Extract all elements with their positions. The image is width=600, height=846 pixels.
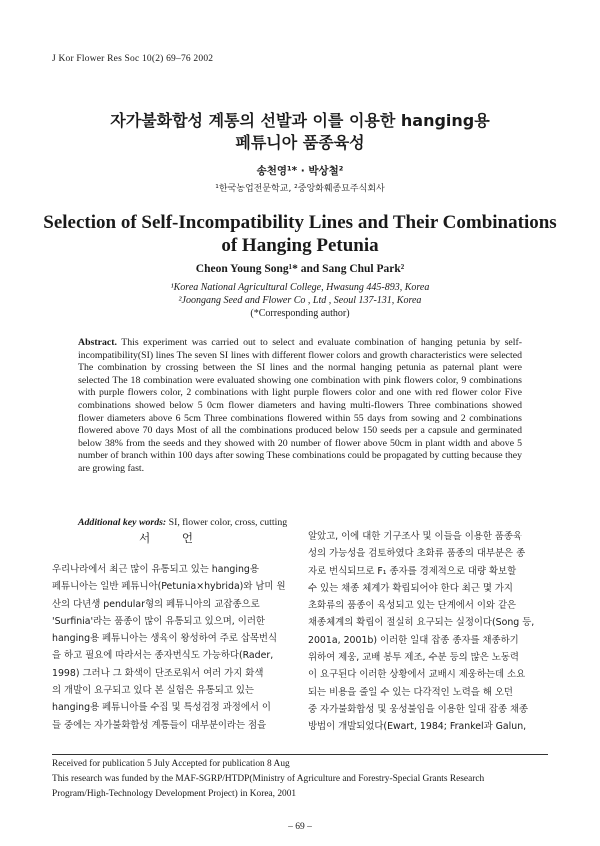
keywords-label: Additional key words: [78, 517, 167, 528]
body-line: 알았고, 이에 대한 기구조사 및 이들을 이용한 품종육 [308, 531, 523, 542]
body-line: 들 중에는 자가불화합성 계통들이 대부분이라는 점을 [52, 719, 267, 731]
right-column-body [308, 528, 548, 736]
body-line: 성의 가능성을 검토하였다 초화류 품종의 대부분은 종 [308, 548, 526, 560]
abstract-text: This experiment was carried out to select and evaluate combination of hanging petunia by self-incompatibility(SI) lines The seven SI lines with different flower colors and growth characteristics were selected The combination by crossing between the SI lines and the normal hanging petunia as paternal plant were selected The 18 combination were evaluated showing one combination with pink flowers color, 9 combinations with purple flowers color, 2 combinations with light purple flowers color and one with red flower color Five combinations showed below 5 0cm flower diameters and having multi-flowers Three combinations showed flower diameters above 6 5cm Three combinations flowered within 55 days from sowing and 2 combinations flowered above 70 days Most of all the combinations produced below 150 seeds per a capsule and germinated below 38% from the seeds and they showed with 20 number of flower above 50cm in plant width and above 5 number of branch within 100 days after sowing These combinations could be propagated by cutting because they are growing fast. [78, 337, 522, 474]
affiliation-1: ¹Korea National Agricultural College, Hwasung 445-893, Korea [170, 282, 430, 293]
abstract-label: Abstract. [78, 337, 117, 348]
corresponding-author-note: (*Corresponding author) [250, 308, 350, 319]
body-line: hanging용 페튜니아는 생육이 왕성하여 주로 삽목번식 [52, 633, 278, 645]
left-column-body [52, 561, 292, 734]
body-line: 채종체계의 확립이 절실히 요구되는 실정이다(Song 등, [308, 617, 535, 629]
body-line: 을 하고 필요에 따라서는 종자번식도 가능하다(Rader, [52, 650, 274, 662]
keywords [78, 517, 522, 528]
korean-authors: 송천영¹* · 박상철² [256, 165, 344, 177]
page-number: – 69 – [288, 822, 312, 832]
abstract [78, 337, 522, 476]
body-line: 'Surfinia'라는 품종이 많이 유통되고 있으며, 이러한 [52, 615, 265, 627]
body-line: 자로 번식되므로 F₁ 종자를 경제적으로 대량 확보할 [308, 565, 517, 577]
body-line: 의 개발이 요구되고 있다 본 실험은 유통되고 있는 [52, 685, 254, 697]
english-title-line-1: Selection of Self-Incompatibility Lines and Their Combinations [43, 212, 557, 233]
footnote-received: Received for publication 5 July Accepted for publication 8 Aug [52, 759, 290, 769]
body-line: 1998) 그러나 그 화색이 단조로워서 여러 가지 화색 [52, 667, 264, 679]
body-line: 우리나라에서 최근 많이 유통되고 있는 hanging용 [52, 564, 259, 575]
body-line: 2001a, 2001b) 이러한 일대 잡종 종자를 채종하기 [308, 634, 519, 646]
body-line: 페튜니아는 일반 페튜니아(Petunia×hybrida)와 남미 원 [52, 581, 286, 593]
affiliation-2: ²Joongang Seed and Flower Co , Ltd , Seoul 137-131, Korea [178, 295, 422, 306]
body-line: 수 있는 채종 체계가 확립되어야 한다 최근 몇 가지 [308, 582, 513, 594]
body-line: 산의 다년생 pendular형의 페튜니아의 교잡종으로 [52, 598, 260, 610]
english-authors: Cheon Young Song¹* and Sang Chul Park² [195, 263, 405, 275]
body-line: 방법이 개발되었다(Ewart, 1984; Frankel과 Galun, [308, 721, 527, 733]
footnote-divider [52, 754, 548, 755]
section-heading-introduction: 서 언 [139, 531, 207, 545]
journal-citation: J Kor Flower Res Soc 10(2) 69–76 2002 [52, 54, 214, 64]
korean-title-line-1: 자가불화합성 계통의 선발과 이를 이용한 hanging용 [110, 111, 490, 130]
footnote-funding: This research was funded by the MAF-SGRP/HTDP(Ministry of Agriculture and Forestry-Special Grants Research [52, 774, 485, 784]
body-line: 위하여 제웅, 교배 봉투 제조, 수분 등의 많은 노동력 [308, 652, 519, 664]
english-title-line-2: of Hanging Petunia [221, 235, 379, 256]
korean-affiliations: ¹한국농업전문학교, ²중앙화훼종묘주식회사 [215, 184, 385, 194]
body-line: 초화류의 품종이 육성되고 있는 단계에서 이와 같은 [308, 600, 517, 612]
keywords-text: SI, flower color, cross, cutting [166, 517, 288, 528]
footnote-funding-cont: Program/High-Technology Development Project) in Korea, 2001 [52, 789, 297, 799]
korean-title-line-2: 페튜니아 품종육성 [235, 133, 365, 152]
body-line: 이 요구된다 이러한 상황에서 교배시 제웅하는데 소요 [308, 669, 526, 681]
body-line: hanging용 페튜니아를 수집 및 특성검정 과정에서 이 [52, 702, 271, 714]
body-line: 중 자가불화합성 및 웅성불임을 이용한 일대 잡종 채종 [308, 703, 529, 715]
body-line: 되는 비용을 줄일 수 있는 다각적인 노력을 해 오던 [308, 686, 513, 698]
